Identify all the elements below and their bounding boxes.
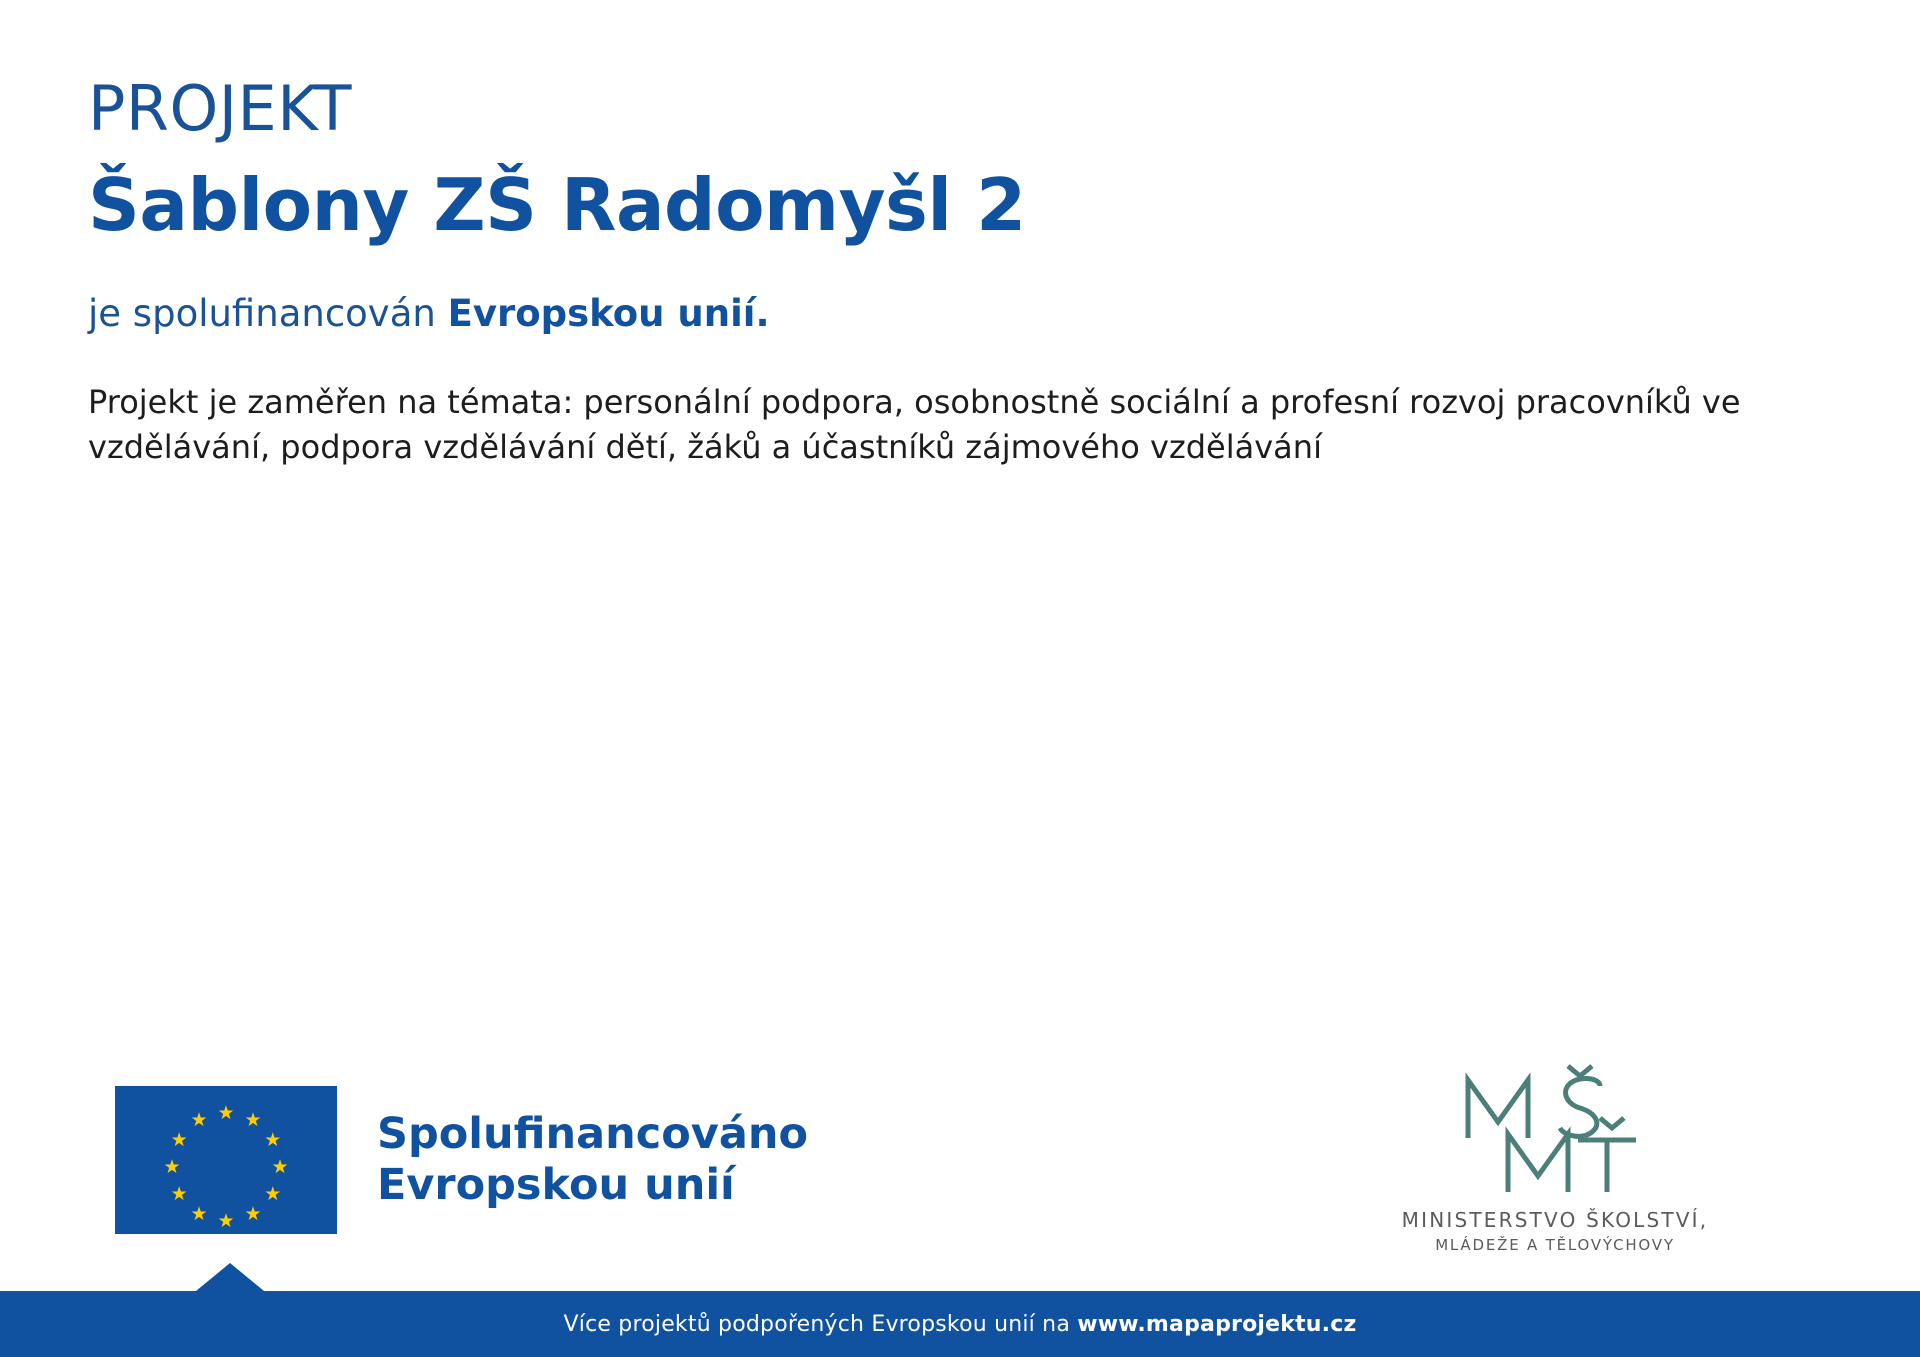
poster-kicker: PROJEKT xyxy=(88,72,352,145)
eu-cofunding-logo xyxy=(115,1086,808,1234)
msmt-monogram-icon xyxy=(1450,1060,1660,1200)
poster-content xyxy=(88,72,1848,471)
poster-body-text: Projekt je zaměřen na témata: personální podpora, osobnostně sociální a profesní rozvoj pracovníků ve vzdělávání, podpora vzdělávání dětí, žáků a účastníků zájmového vzdělávání xyxy=(88,382,1741,467)
eu-logo-line1: Spolufinancováno xyxy=(377,1109,808,1160)
poster-subtitle xyxy=(88,292,1848,336)
msmt-line2: MLÁDEŽE A TĚLOVÝCHOVY xyxy=(1435,1236,1675,1254)
footer-bar xyxy=(0,1291,1920,1357)
eu-logo-text xyxy=(377,1109,808,1210)
footer-text-plain: Více projektů podpořených Evropskou unií na xyxy=(563,1311,1078,1337)
subtitle-plain: je spolufinancován xyxy=(88,291,448,335)
bottom-bar-notch xyxy=(196,1263,264,1291)
subtitle-bold: Evropskou unií. xyxy=(447,291,770,335)
eu-logo-line2: Evropskou unií xyxy=(377,1160,735,1210)
msmt-line1: MINISTERSTVO ŠKOLSTVÍ, xyxy=(1401,1208,1709,1232)
footer-link[interactable]: www.mapaprojektu.cz xyxy=(1077,1311,1357,1337)
eu-flag-icon: ★ ★ ★ ★ ★ ★ ★ ★ ★ ★ ★ ★ xyxy=(115,1086,337,1234)
msmt-logo xyxy=(1390,1060,1720,1254)
footer-text xyxy=(564,1312,1357,1337)
page-title: Šablony ZŠ Radomyšl 2 xyxy=(88,163,1026,247)
